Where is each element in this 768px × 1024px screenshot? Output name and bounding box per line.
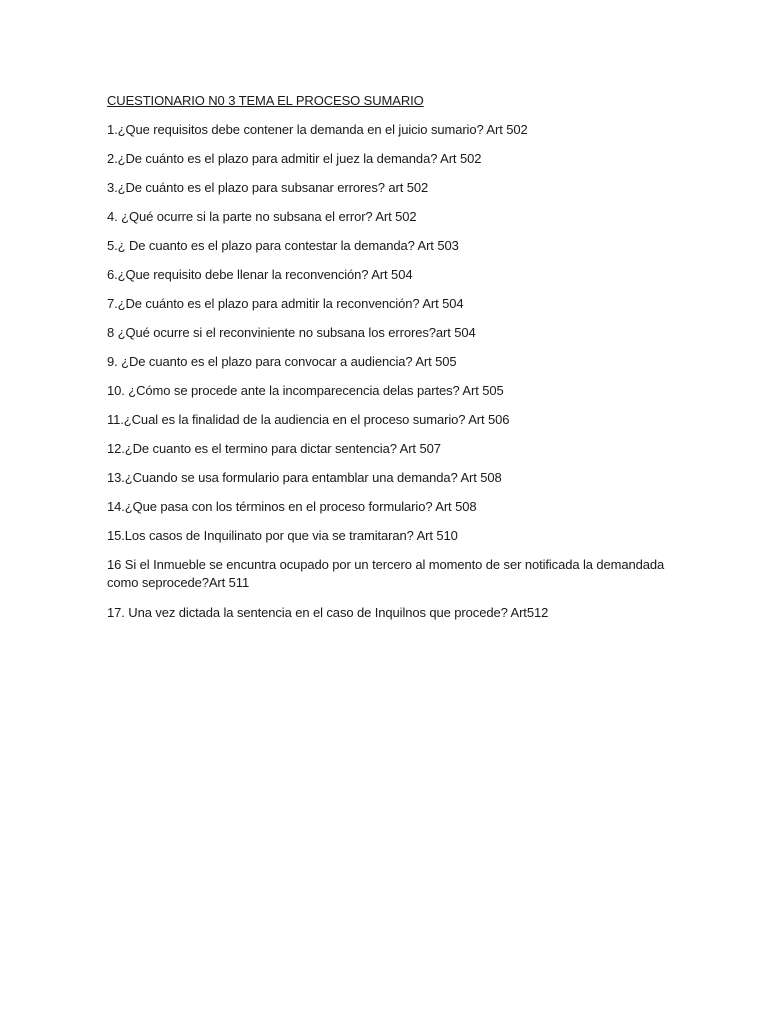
question-item-1: 1.¿Que requisitos debe contener la demanda en el juicio sumario? Art 502 xyxy=(107,122,528,137)
question-list xyxy=(107,121,687,621)
document-title: CUESTIONARIO N0 3 TEMA EL PROCESO SUMARIO xyxy=(107,93,424,108)
question-item-5: 5.¿ De cuanto es el plazo para contestar la demanda? Art 503 xyxy=(107,238,459,253)
question-item-17: 17. Una vez dictada la sentencia en el caso de Inquilnos que procede? Art512 xyxy=(107,605,549,620)
question-item-8: 8 ¿Qué ocurre si el reconviniente no subsana los errores?art 504 xyxy=(107,325,476,340)
document-content xyxy=(107,92,687,633)
question-item-3: 3.¿De cuánto es el plazo para subsanar errores? art 502 xyxy=(107,180,429,195)
question-item-15: 15.Los casos de Inquilinato por que via se tramitaran? Art 510 xyxy=(107,528,458,543)
question-item-7: 7.¿De cuánto es el plazo para admitir la reconvención? Art 504 xyxy=(107,296,464,311)
question-item-16: 16 Si el Inmueble se encuntra ocupado por un tercero al momento de ser notificada la demandada como seprocede?Art 511 xyxy=(107,557,665,590)
question-item-2: 2.¿De cuánto es el plazo para admitir el juez la demanda? Art 502 xyxy=(107,151,482,166)
question-item-13: 13.¿Cuando se usa formulario para entamblar una demanda? Art 508 xyxy=(107,470,502,485)
question-item-6: 6.¿Que requisito debe llenar la reconvención? Art 504 xyxy=(107,267,413,282)
question-item-12: 12.¿De cuanto es el termino para dictar sentencia? Art 507 xyxy=(107,441,441,456)
question-item-9: 9. ¿De cuanto es el plazo para convocar a audiencia? Art 505 xyxy=(107,354,457,369)
question-item-4: 4. ¿Qué ocurre si la parte no subsana el error? Art 502 xyxy=(107,209,417,224)
question-item-11: 11.¿Cual es la finalidad de la audiencia en el proceso sumario? Art 506 xyxy=(107,412,510,427)
question-item-14: 14.¿Que pasa con los términos en el proceso formulario? Art 508 xyxy=(107,499,477,514)
question-item-10: 10. ¿Cómo se procede ante la incomparecencia delas partes? Art 505 xyxy=(107,383,504,398)
